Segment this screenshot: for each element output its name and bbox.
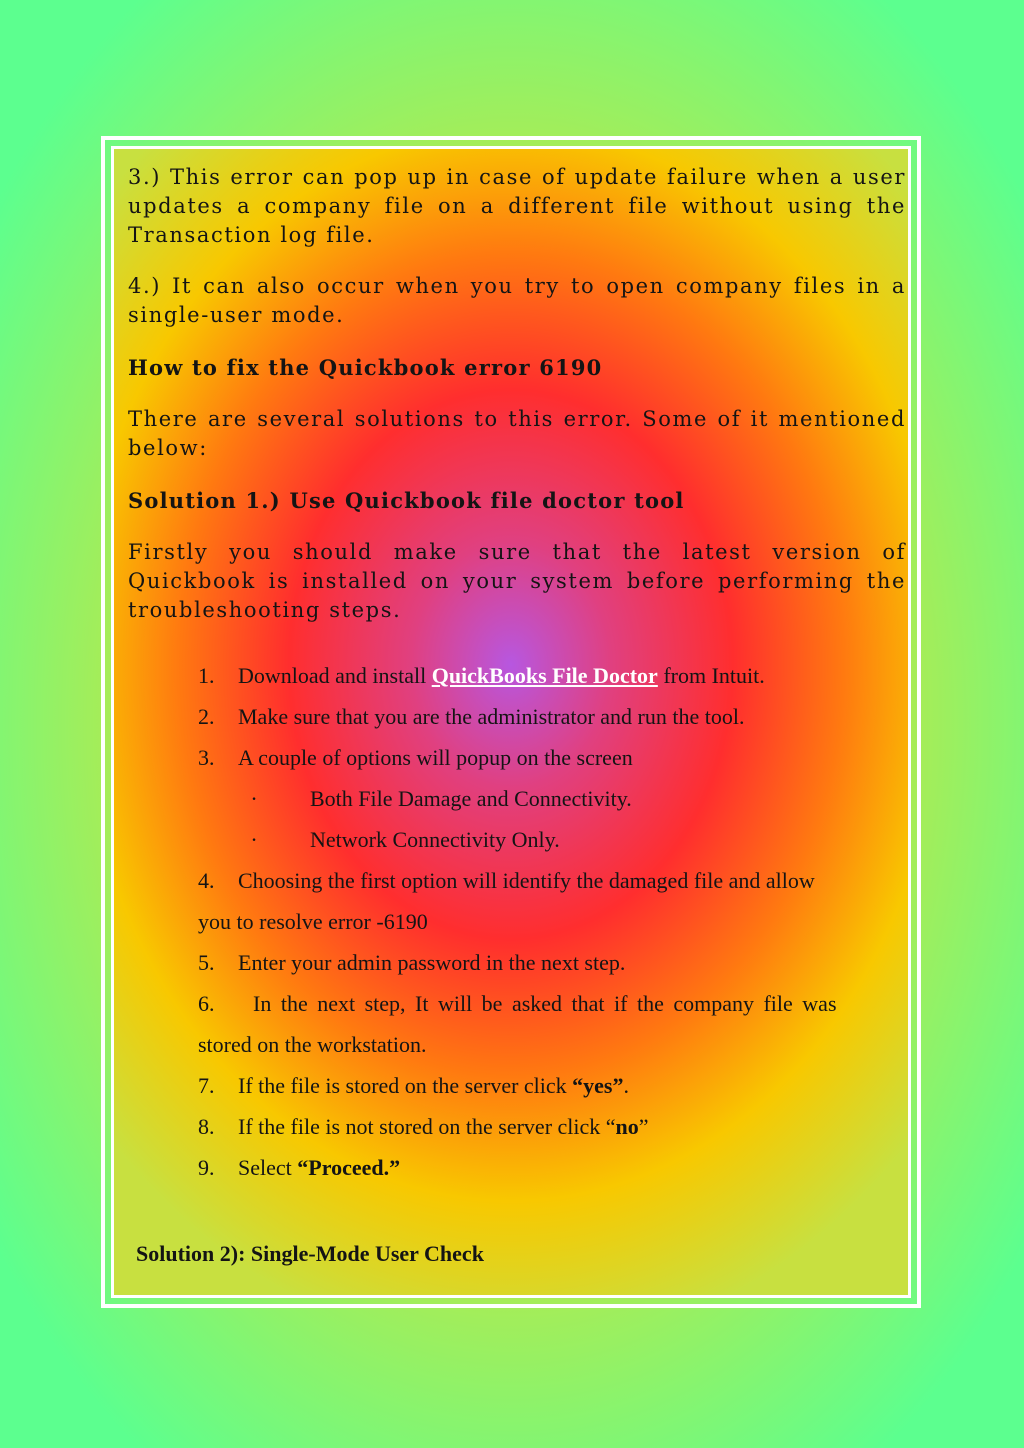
sub-list-item-2 (198, 825, 911, 855)
heading-solution-1: Solution 1.) Use Quickbook file doctor tool (128, 488, 685, 513)
heading-how-to-fix: How to fix the Quickbook error 6190 (128, 355, 603, 380)
list-item-1 (198, 661, 911, 691)
document-frame-inner (111, 146, 911, 1298)
paragraph-firstly: Firstly you should make sure that the latest version of Quickbook is installed on your system before performing the troubleshooting steps. (128, 540, 906, 622)
list-number: 6. (198, 991, 215, 1016)
list-text: If the file is not stored on the server click “ (238, 1114, 616, 1139)
document-body (128, 163, 906, 625)
list-item-8 (198, 1112, 911, 1142)
list-number: 5. (198, 950, 215, 975)
quickbooks-file-doctor-link[interactable]: QuickBooks File Doctor (431, 663, 658, 688)
list-text: ” (638, 1114, 649, 1139)
list-text: Network Connectivity Only. (310, 827, 560, 852)
document-frame (101, 136, 921, 1308)
list-number: 1. (198, 663, 215, 688)
list-text: In the next step, It will be asked that if the company file was (253, 991, 837, 1016)
list-item-3 (198, 743, 911, 773)
list-number: 8. (198, 1114, 215, 1139)
list-item-2 (198, 702, 911, 732)
list-item-6 (198, 989, 911, 1019)
list-text: A couple of options will popup on the screen (238, 745, 633, 770)
list-text-bold: no (615, 1114, 639, 1139)
list-text: Both File Damage and Connectivity. (310, 786, 632, 811)
list-item-4-continued (198, 907, 911, 937)
list-number: 2. (198, 704, 215, 729)
paragraph-cause-4: 4.) It can also occur when you try to open company files in a single-user mode. (128, 274, 906, 327)
bullet-mark: · (250, 786, 258, 811)
list-number: 9. (198, 1155, 215, 1180)
list-item-9 (198, 1153, 911, 1183)
list-text: you to resolve error -6190 (198, 909, 428, 934)
list-number: 3. (198, 745, 215, 770)
bullet-mark: · (250, 827, 258, 852)
list-item-6-continued (198, 1030, 911, 1060)
list-text: Enter your admin password in the next step. (238, 950, 626, 975)
list-text: If the file is stored on the server click (238, 1073, 573, 1098)
list-text: . (623, 1073, 629, 1098)
list-text: Download and install (238, 663, 432, 688)
list-text: Select (238, 1155, 298, 1180)
list-text: stored on the workstation. (198, 1032, 427, 1057)
list-item-4 (198, 866, 911, 896)
list-text-bold: “yes” (572, 1073, 624, 1098)
list-text: Choosing the first option will identify the damaged file and allow (238, 868, 815, 893)
list-text-bold: “Proceed.” (297, 1155, 401, 1180)
sub-list-item-1 (198, 784, 911, 814)
list-item-5 (198, 948, 911, 978)
heading-solution-2: Solution 2): Single-Mode User Check (136, 1241, 484, 1266)
list-number: 4. (198, 868, 215, 893)
paragraph-intro: There are several solutions to this error. Some of it mentioned below: (128, 407, 906, 460)
list-number: 7. (198, 1073, 215, 1098)
list-item-7 (198, 1071, 911, 1101)
list-text: Make sure that you are the administrator and run the tool. (238, 704, 745, 729)
list-text: from Intuit. (657, 663, 765, 688)
paragraph-cause-3: 3.) This error can pop up in case of update failure when a user updates a company file on a different file without using the Transaction log file. (128, 165, 906, 247)
